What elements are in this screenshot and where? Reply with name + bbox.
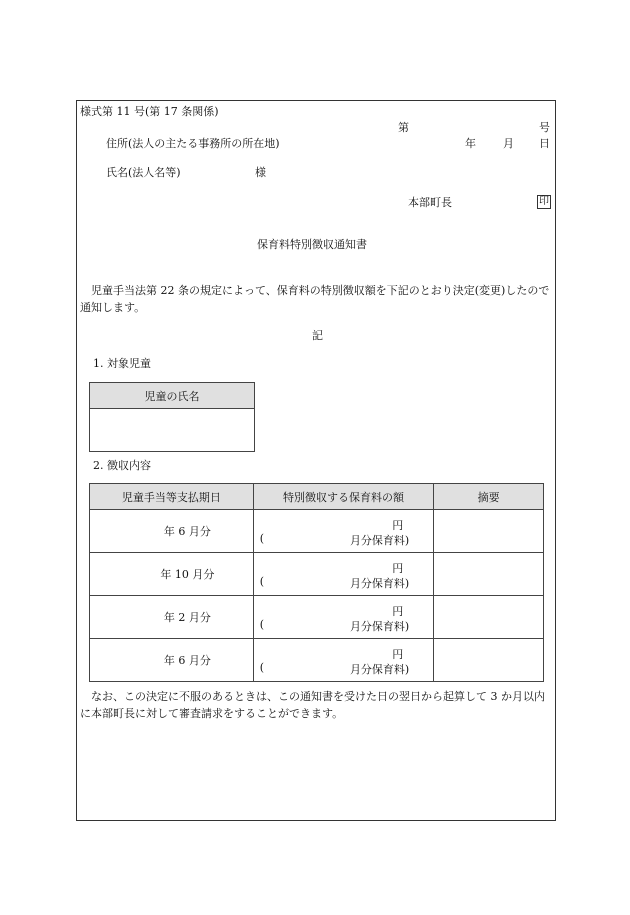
address-label: 住所(法人の主たる事務所の所在地) xyxy=(106,137,280,150)
open-paren: ( xyxy=(259,661,264,674)
table-row xyxy=(90,553,544,596)
yen-label: 円 xyxy=(392,648,404,661)
date-year: 年 xyxy=(465,137,476,150)
table-row xyxy=(90,596,544,639)
header-amount: 特別徴収する保育料の額 xyxy=(253,484,434,510)
name-label: 氏名(法人名等) xyxy=(106,166,181,179)
amount-cell[interactable] xyxy=(253,639,434,682)
footer-text: なお、この決定に不服のあるときは、この通知書を受けた日の翌日から起算して 3 か月以内に本部町長に対して審査請求をすることができます。 xyxy=(80,690,545,720)
body-text: 児童手当法第 22 条の規定によって、保育料の特別徴収額を下記のとおり決定(変更)したので通知します。 xyxy=(80,284,550,314)
document-title: 保育料特別徴収通知書 xyxy=(257,238,367,251)
section1-heading: 1. 対象児童 xyxy=(93,357,151,370)
open-paren: ( xyxy=(259,618,264,631)
yen-label: 円 xyxy=(392,562,404,575)
note-cell[interactable] xyxy=(434,639,544,682)
section2-heading: 2. 徴収内容 xyxy=(93,459,151,472)
month-fee-label: 月分保育料) xyxy=(349,534,410,547)
month-fee-label: 月分保育料) xyxy=(349,577,410,590)
header-note: 摘要 xyxy=(434,484,544,510)
note-cell[interactable] xyxy=(434,510,544,553)
period-cell: 年 2 月分 xyxy=(90,596,254,639)
doc-number-dai: 第 xyxy=(398,121,409,134)
date-day: 日 xyxy=(539,137,550,150)
period-cell: 年 6 月分 xyxy=(90,510,254,553)
table-row xyxy=(90,510,544,553)
period-cell: 年 6 月分 xyxy=(90,639,254,682)
amount-cell[interactable] xyxy=(253,596,434,639)
ki-label: 記 xyxy=(312,329,323,342)
header-payment-date: 児童手当等支払期日 xyxy=(90,484,254,510)
amount-cell[interactable] xyxy=(253,510,434,553)
table-row xyxy=(90,639,544,682)
child-name-cell[interactable] xyxy=(90,409,255,452)
form-number: 様式第 11 号(第 17 条関係) xyxy=(80,105,219,118)
doc-number-go: 号 xyxy=(539,121,550,134)
issuer-name: 本部町長 xyxy=(408,196,452,209)
amount-cell[interactable] xyxy=(253,553,434,596)
note-cell[interactable] xyxy=(434,596,544,639)
period-cell: 年 10 月分 xyxy=(90,553,254,596)
date-month: 月 xyxy=(503,137,514,150)
collection-table xyxy=(89,483,544,682)
yen-label: 円 xyxy=(392,519,404,532)
note-cell[interactable] xyxy=(434,553,544,596)
open-paren: ( xyxy=(259,532,264,545)
child-table xyxy=(89,382,255,452)
child-name-header: 児童の氏名 xyxy=(90,383,255,409)
month-fee-label: 月分保育料) xyxy=(349,620,410,633)
seal-mark: 印 xyxy=(539,196,549,207)
yen-label: 円 xyxy=(392,605,404,618)
open-paren: ( xyxy=(259,575,264,588)
month-fee-label: 月分保育料) xyxy=(349,663,410,676)
sama-label: 様 xyxy=(255,166,266,179)
